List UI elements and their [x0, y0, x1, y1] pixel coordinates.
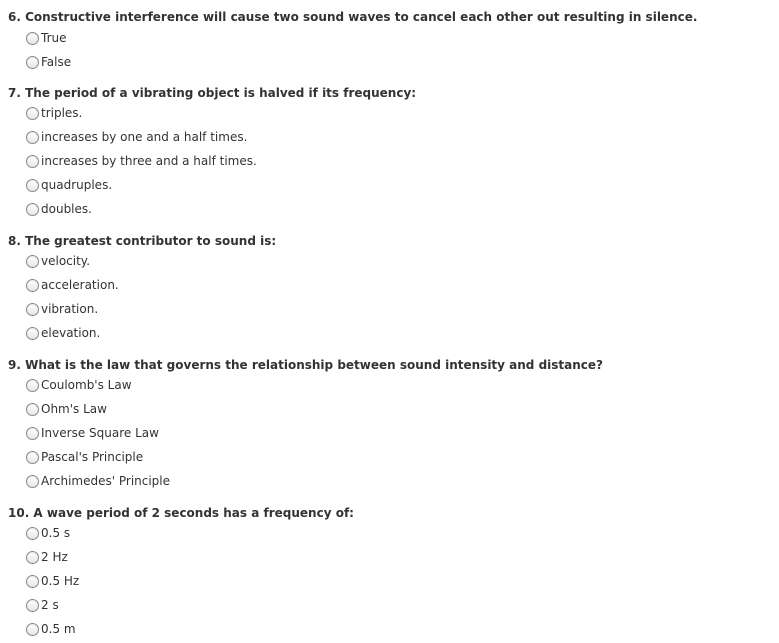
- option-true[interactable]: [26, 29, 67, 47]
- option-label: doubles.: [41, 202, 92, 216]
- radio-button[interactable]: [26, 56, 39, 69]
- radio-button[interactable]: [26, 527, 39, 540]
- option-label: velocity.: [41, 254, 91, 268]
- radio-button[interactable]: [26, 179, 39, 192]
- option-label: True: [41, 31, 67, 45]
- option-triples[interactable]: [26, 104, 82, 122]
- radio-button[interactable]: [26, 155, 39, 168]
- option-acceleration[interactable]: [26, 276, 119, 294]
- option-inverse-square-law[interactable]: [26, 424, 159, 442]
- option-archimedes-principle[interactable]: [26, 472, 170, 490]
- option-label: triples.: [41, 106, 83, 120]
- radio-button[interactable]: [26, 303, 39, 316]
- option-increases-one-and-half[interactable]: [26, 128, 247, 146]
- option-increases-three-and-half[interactable]: [26, 152, 257, 170]
- option-label: Pascal's Principle: [41, 450, 144, 464]
- option-0-5-hz[interactable]: [26, 572, 79, 590]
- option-label: Archimedes' Principle: [41, 474, 171, 488]
- option-elevation[interactable]: [26, 324, 100, 342]
- option-label: acceleration.: [41, 278, 119, 292]
- option-2-hz[interactable]: [26, 548, 68, 566]
- option-label: quadruples.: [41, 178, 113, 192]
- option-velocity[interactable]: [26, 252, 90, 270]
- option-label: Coulomb's Law: [41, 378, 132, 392]
- option-2-s[interactable]: [26, 596, 59, 614]
- question-title: 6. Constructive interference will cause two sound waves to cancel each other out resulting in silence.: [8, 10, 698, 24]
- option-ohms-law[interactable]: [26, 400, 107, 418]
- option-quadruples[interactable]: [26, 176, 112, 194]
- radio-button[interactable]: [26, 131, 39, 144]
- option-label: 2 Hz: [41, 550, 68, 564]
- option-label: increases by three and a half times.: [41, 154, 257, 168]
- option-coulombs-law[interactable]: [26, 376, 132, 394]
- question-title: 7. The period of a vibrating object is halved if its frequency:: [8, 86, 417, 100]
- radio-button[interactable]: [26, 279, 39, 292]
- option-doubles[interactable]: [26, 200, 92, 218]
- radio-button[interactable]: [26, 623, 39, 636]
- radio-button[interactable]: [26, 32, 39, 45]
- radio-button[interactable]: [26, 403, 39, 416]
- option-label: 0.5 s: [41, 526, 71, 540]
- option-label: 0.5 Hz: [41, 574, 80, 588]
- radio-button[interactable]: [26, 427, 39, 440]
- option-label: increases by one and a half times.: [41, 130, 248, 144]
- option-label: Inverse Square Law: [41, 426, 159, 440]
- radio-button[interactable]: [26, 203, 39, 216]
- option-label: Ohm's Law: [41, 402, 107, 416]
- radio-button[interactable]: [26, 575, 39, 588]
- option-label: vibration.: [41, 302, 99, 316]
- question-title: 10. A wave period of 2 seconds has a frequency of:: [8, 506, 354, 520]
- radio-button[interactable]: [26, 107, 39, 120]
- option-label: False: [41, 55, 72, 69]
- question-title: 9. What is the law that governs the relationship between sound intensity and distance?: [8, 358, 604, 372]
- radio-button[interactable]: [26, 255, 39, 268]
- option-vibration[interactable]: [26, 300, 98, 318]
- option-label: 2 s: [41, 598, 59, 612]
- option-pascals-principle[interactable]: [26, 448, 143, 466]
- radio-button[interactable]: [26, 379, 39, 392]
- option-label: elevation.: [41, 326, 101, 340]
- radio-button[interactable]: [26, 551, 39, 564]
- radio-button[interactable]: [26, 599, 39, 612]
- option-label: 0.5 m: [41, 622, 76, 636]
- radio-button[interactable]: [26, 451, 39, 464]
- option-0-5-s[interactable]: [26, 524, 70, 542]
- option-false[interactable]: [26, 53, 71, 71]
- question-title: 8. The greatest contributor to sound is:: [8, 234, 277, 248]
- option-0-5-m[interactable]: [26, 620, 76, 638]
- radio-button[interactable]: [26, 327, 39, 340]
- radio-button[interactable]: [26, 475, 39, 488]
